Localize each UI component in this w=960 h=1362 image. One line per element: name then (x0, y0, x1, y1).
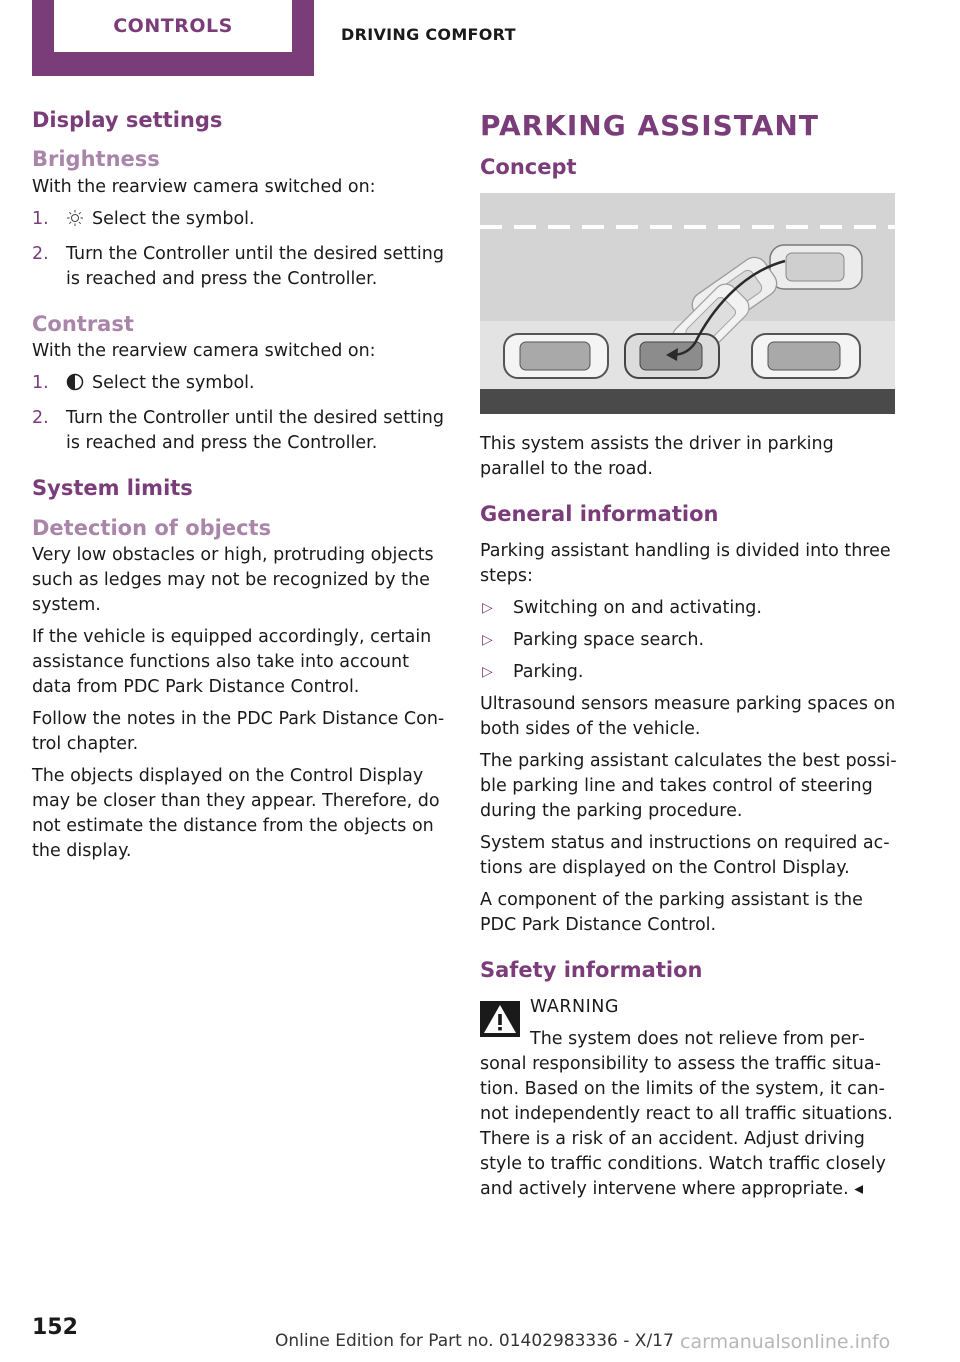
bullet-text: Parking. (513, 661, 584, 682)
watermark: carmanualsonline.info (680, 1331, 891, 1353)
warning-text-first: The system does not relieve from per‐ (530, 1029, 865, 1050)
detection-paragraph: If the vehicle is equipped accordingly, certain assistance functions also take into account data from PDC Park Distance Control. (32, 626, 432, 697)
list-item (480, 596, 900, 621)
parked-car-icon (752, 334, 860, 378)
parking-assistant-title: PARKING ASSISTANT (480, 109, 819, 142)
detection-paragraph: The objects displayed on the Control Display may be closer than they appear. Therefore, do not estimate the distance from the objects on the display. (32, 765, 440, 861)
edition-footer: Online Edition for Part no. 01402983336 - X/17 (275, 1331, 674, 1351)
list-item (32, 207, 452, 235)
step-number: 1. (32, 208, 49, 229)
warning-box (480, 995, 900, 1052)
contrast-heading: Contrast (32, 311, 134, 336)
detection-paragraph: Follow the notes in the PDC Park Distance Con‐trol chapter. (32, 708, 445, 754)
bullet-text: Switching on and activating. (513, 597, 762, 618)
contrast-half-circle-icon (66, 373, 84, 399)
target-car-icon (770, 245, 862, 289)
right-column (480, 106, 900, 1209)
bullet-text: Parking space search. (513, 629, 705, 650)
concept-heading: Concept (480, 155, 577, 180)
safety-information-heading: Safety information (480, 957, 703, 982)
step-number: 2. (32, 243, 49, 264)
end-mark: ◂ (854, 1179, 864, 1200)
detection-heading: Detection of objects (32, 515, 272, 540)
display-settings-heading: Display settings (32, 108, 223, 132)
brightness-steps (32, 207, 452, 292)
warning-text-rest: sonal responsibility to assess the traffic situa‐tion. Based on the limits of the system, it can‐not independently react to all traffic situations. There is a risk of an accident. Adjust driving style to traffic conditions. Watch traffic closely and actively intervene where appropriate. (480, 1054, 893, 1200)
contrast-intro: With the rearview camera switched on: (32, 341, 376, 362)
list-item (32, 406, 452, 456)
general-intro: Parking assistant handling is divided into three steps: (480, 540, 891, 586)
section-tab-label: CONTROLS (54, 0, 292, 52)
step-number: 2. (32, 408, 49, 429)
general-steps (480, 596, 900, 685)
step-text: Turn the Controller until the desired setting is reached and press the Controller. (66, 408, 444, 454)
concept-caption: This system assists the driver in parking parallel to the road. (480, 433, 834, 479)
general-information-heading: General information (480, 501, 719, 526)
left-column (32, 106, 452, 871)
system-limits-heading: System limits (32, 476, 193, 501)
parking-illustration (480, 193, 895, 414)
page-number: 152 (32, 1315, 78, 1340)
warning-label: WARNING (530, 997, 619, 1018)
list-item (32, 371, 452, 399)
step-number: 1. (32, 373, 49, 394)
triangle-bullet-icon: ▷ (482, 599, 493, 616)
brightness-sun-icon (66, 209, 84, 235)
step-text: Turn the Controller until the desired setting is reached and press the Controller. (66, 243, 444, 289)
step-text: Select the symbol. (92, 208, 255, 229)
step-text: Select the symbol. (92, 373, 255, 394)
brightness-heading: Brightness (32, 147, 160, 172)
triangle-bullet-icon: ▷ (482, 631, 493, 648)
warning-triangle-icon (480, 1001, 520, 1041)
detection-paragraph: Very low obstacles or high, protruding objects such as ledges may not be recognized by the system. (32, 544, 434, 615)
list-item (480, 660, 900, 685)
list-item (480, 628, 900, 653)
brightness-intro: With the rearview camera switched on: (32, 176, 376, 197)
triangle-bullet-icon: ▷ (482, 663, 493, 680)
parked-car-icon (504, 334, 608, 378)
warning-text (480, 1052, 900, 1202)
section-tab (32, 0, 314, 76)
general-paragraph: The parking assistant calculates the best possi‐ble parking line and takes control of steering during the parking procedure. (480, 750, 897, 821)
general-paragraph: Ultrasound sensors measure parking spaces on both sides of the vehicle. (480, 693, 896, 739)
chapter-title: DRIVING COMFORT (341, 25, 516, 44)
list-item (32, 242, 452, 292)
general-paragraph: A component of the parking assistant is the PDC Park Distance Control. (480, 889, 863, 935)
general-paragraph: System status and instructions on required ac‐tions are displayed on the Control Display. (480, 832, 890, 878)
contrast-steps (32, 371, 452, 456)
